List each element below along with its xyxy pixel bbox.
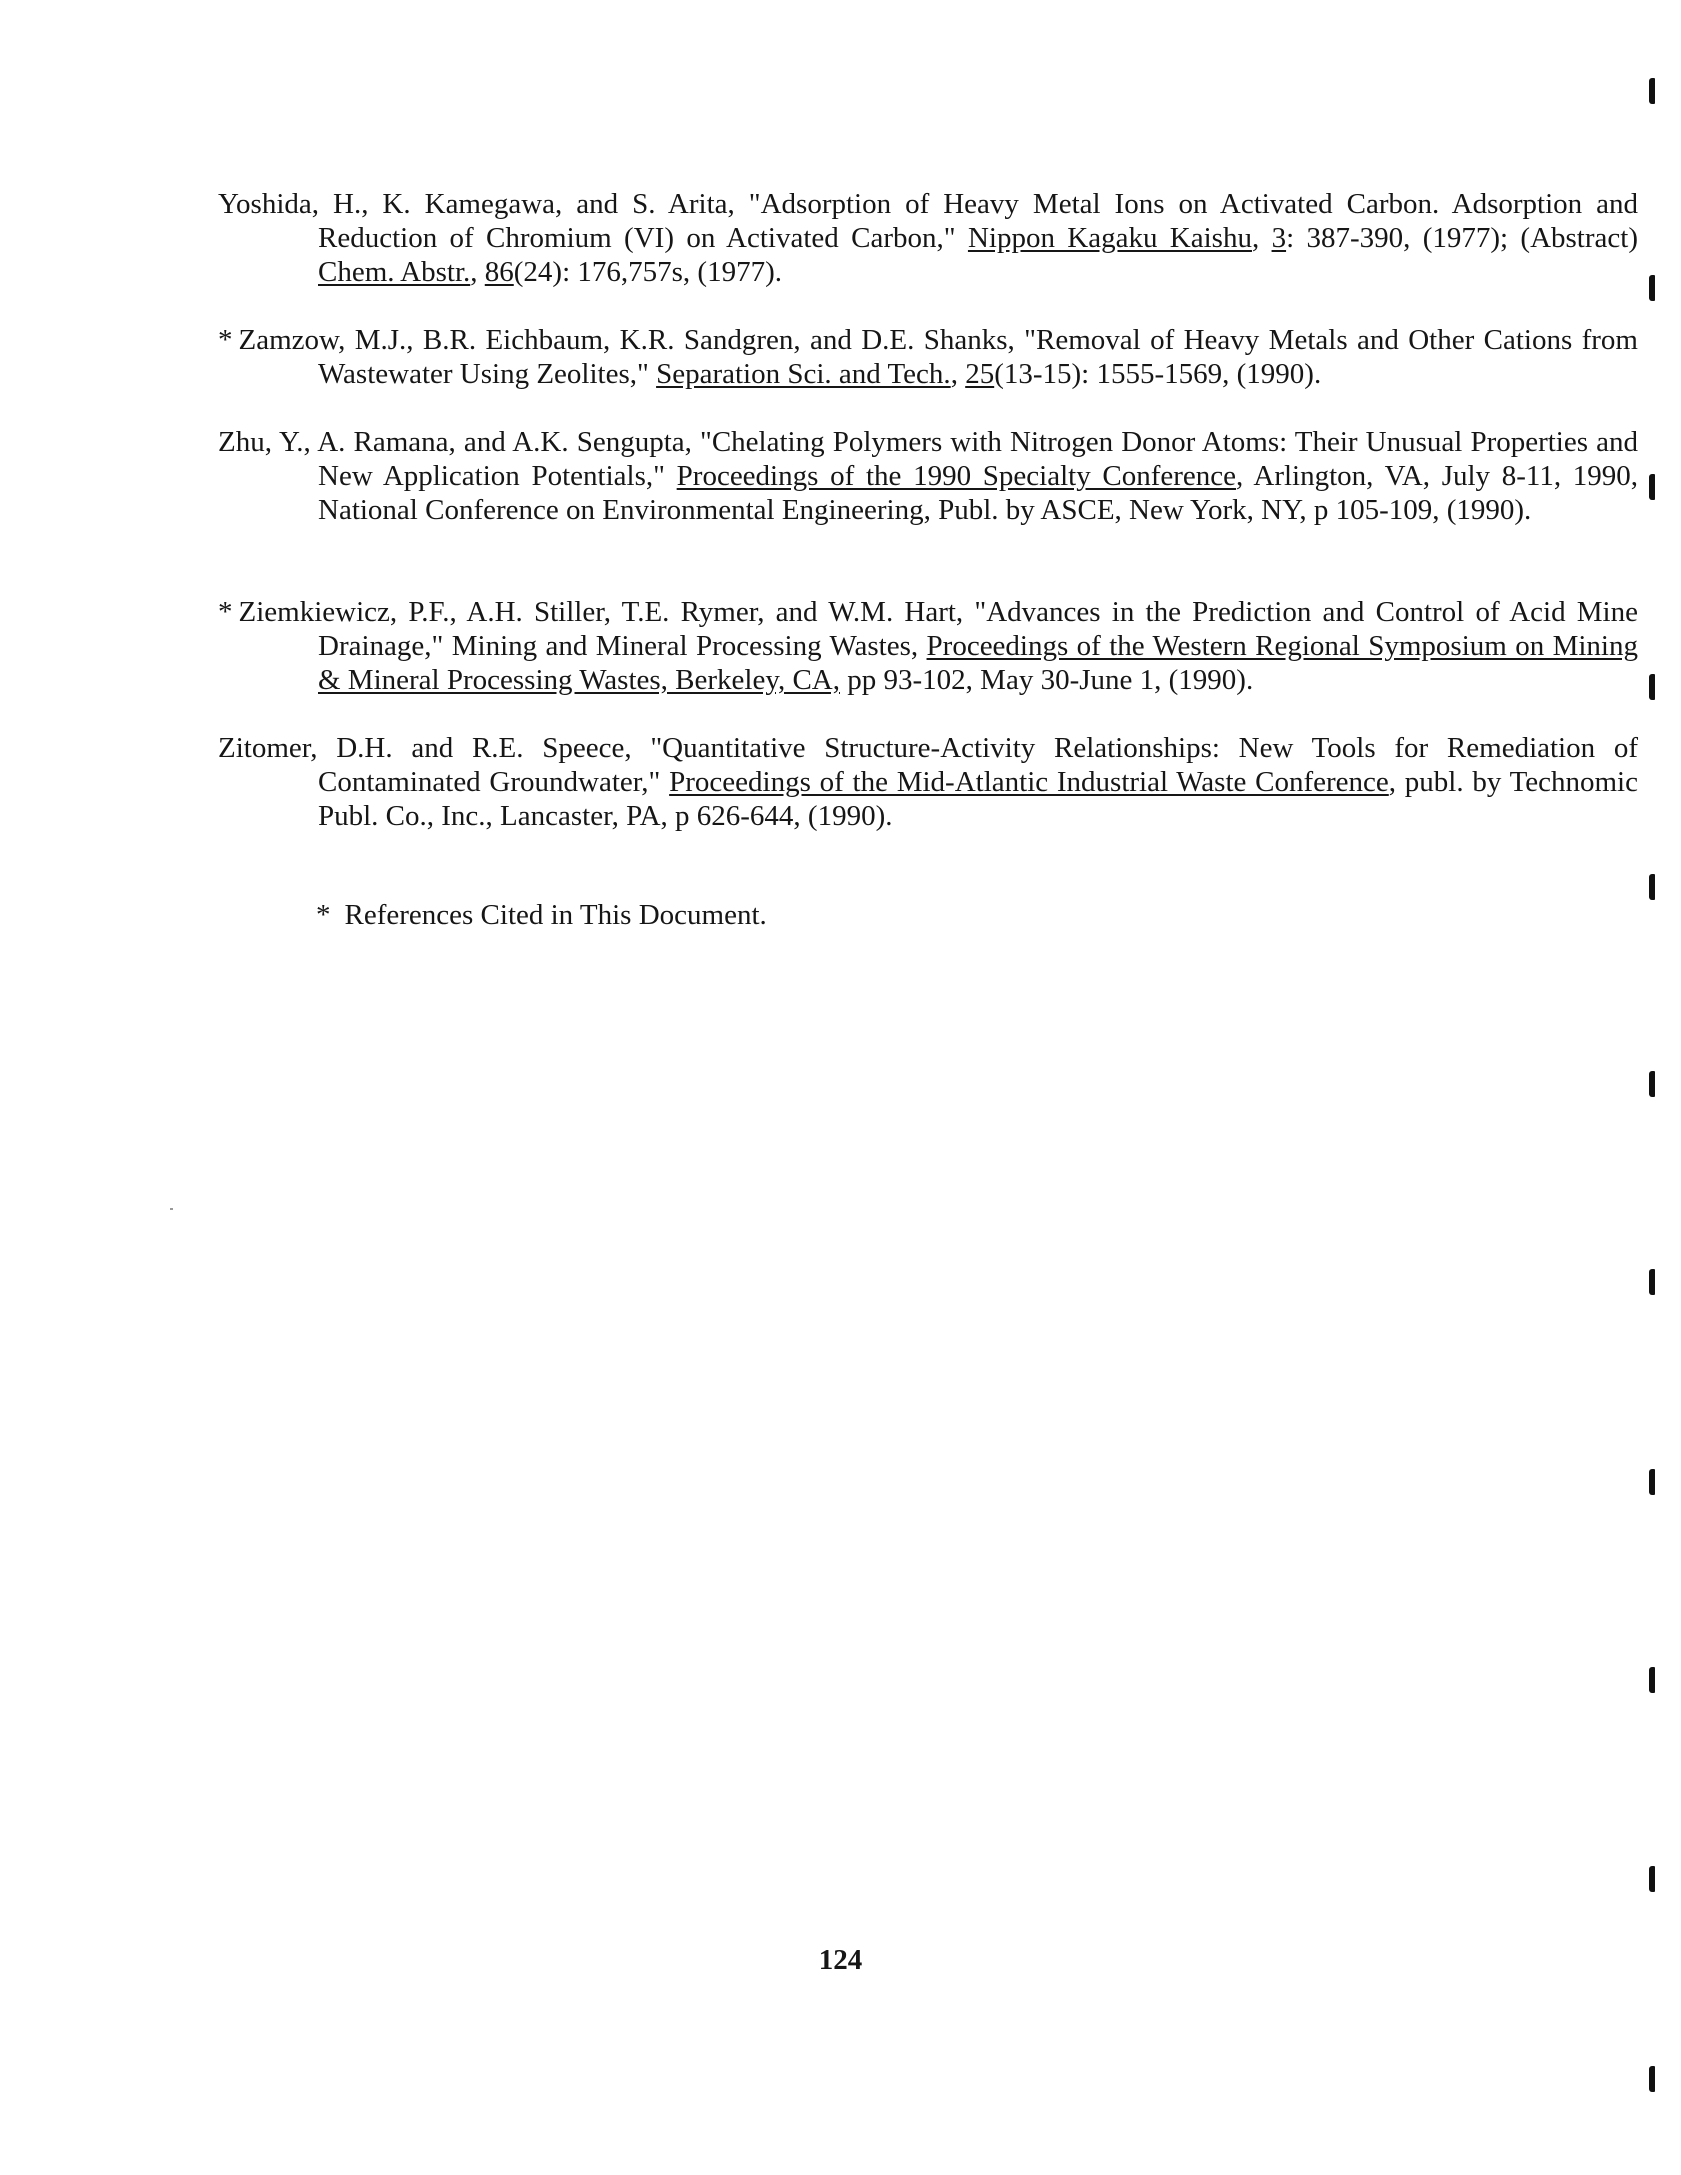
footnote-text: References Cited in This Document. bbox=[344, 899, 767, 931]
binding-hole-mark bbox=[1649, 1071, 1655, 1097]
reference-text: , bbox=[950, 358, 966, 390]
reference-text: Zhu, Y., A. Ramana, and A.K. Sengupta, "Chelating Polymers with Nitrogen Donor Atoms: Their Unusual Properties and New Application Potentials," bbox=[218, 426, 1638, 492]
binding-hole-mark bbox=[1649, 674, 1655, 700]
reference-entry bbox=[218, 731, 1638, 833]
binding-hole-mark bbox=[1649, 275, 1655, 301]
reference-text: , Arlington, VA, July 8-11, 1990, National Conference on Environmental Engineering, Publ. by ASCE, New York, NY, p 105-109, (1990). bbox=[318, 460, 1639, 526]
reference-entry bbox=[218, 595, 1638, 697]
reference-source-title: Nippon Kagaku Kaishu bbox=[967, 222, 1252, 254]
binding-hole-mark bbox=[1649, 874, 1655, 900]
reference-source-title: 25 bbox=[965, 358, 995, 390]
binding-hole-mark bbox=[1649, 2066, 1655, 2092]
reference-text: (13-15): 1555-1569, (1990). bbox=[994, 358, 1322, 390]
reference-text: : 387-390, (1977); (Abstract) bbox=[1286, 222, 1638, 254]
page-number: 124 bbox=[818, 1944, 863, 1976]
reference-source-title: 86 bbox=[484, 256, 514, 288]
reference-text: (24): 176,757s, (1977). bbox=[513, 256, 782, 288]
reference-entry bbox=[218, 323, 1638, 391]
reference-text: pp 93-102, May 30-June 1, (1990). bbox=[840, 664, 1254, 696]
reference-text: Ziemkiewicz, P.F., A.H. Stiller, T.E. Rymer, and W.M. Hart, "Advances in the Prediction and Control of Acid Mine Drainage," Mining and Mineral Processing Wastes, bbox=[238, 596, 1638, 662]
binding-hole-mark bbox=[1649, 1269, 1655, 1295]
reference-text: Zamzow, M.J., B.R. Eichbaum, K.R. Sandgren, and D.E. Shanks, "Removal of Heavy Metals and Other Cations from Wastewater Using Zeolites," bbox=[238, 324, 1638, 390]
reference-text: , bbox=[470, 256, 485, 288]
binding-hole-mark bbox=[1649, 1866, 1655, 1892]
reference-text: , publ. by Technomic Publ. Co., Inc., Lancaster, PA, p 626-644, (1990). bbox=[318, 766, 1638, 832]
reference-text: Zitomer, D.H. and R.E. Speece, "Quantitative Structure-Activity Relationships: New Tools for Remediation of Contaminated Groundwater," bbox=[218, 732, 1638, 798]
reference-source-title: Proceedings of the 1990 Specialty Conference bbox=[676, 460, 1237, 492]
reference-marker: * bbox=[218, 324, 233, 356]
reference-text: Yoshida, H., K. Kamegawa, and S. Arita, "Adsorption of Heavy Metal Ions on Activated Carbon. Adsorption and Reduction of Chromium (VI) on Activated Carbon," bbox=[218, 188, 1638, 254]
reference-source-title: 3 bbox=[1271, 222, 1287, 254]
reference-entry bbox=[218, 425, 1638, 527]
reference-text: , bbox=[1251, 222, 1272, 254]
reference-source-title: Separation Sci. and Tech. bbox=[656, 358, 951, 390]
reference-entry bbox=[218, 187, 1638, 289]
reference-source-title: Chem. Abstr. bbox=[318, 256, 471, 288]
footnote bbox=[316, 898, 767, 932]
reference-source-title: Proceedings of the Mid-Atlantic Industrial Waste Conference bbox=[669, 766, 1389, 798]
binding-hole-mark bbox=[1649, 474, 1655, 500]
scan-speck bbox=[170, 1208, 173, 1210]
binding-hole-mark bbox=[1649, 1469, 1655, 1495]
footnote-marker: * bbox=[316, 899, 331, 931]
reference-source-title: Proceedings of the Western Regional Symposium on Mining & Mineral Processing Wastes, Berkeley, CA, bbox=[318, 630, 1638, 696]
binding-hole-mark bbox=[1649, 78, 1655, 104]
reference-marker: * bbox=[218, 596, 233, 628]
binding-hole-mark bbox=[1649, 1667, 1655, 1693]
